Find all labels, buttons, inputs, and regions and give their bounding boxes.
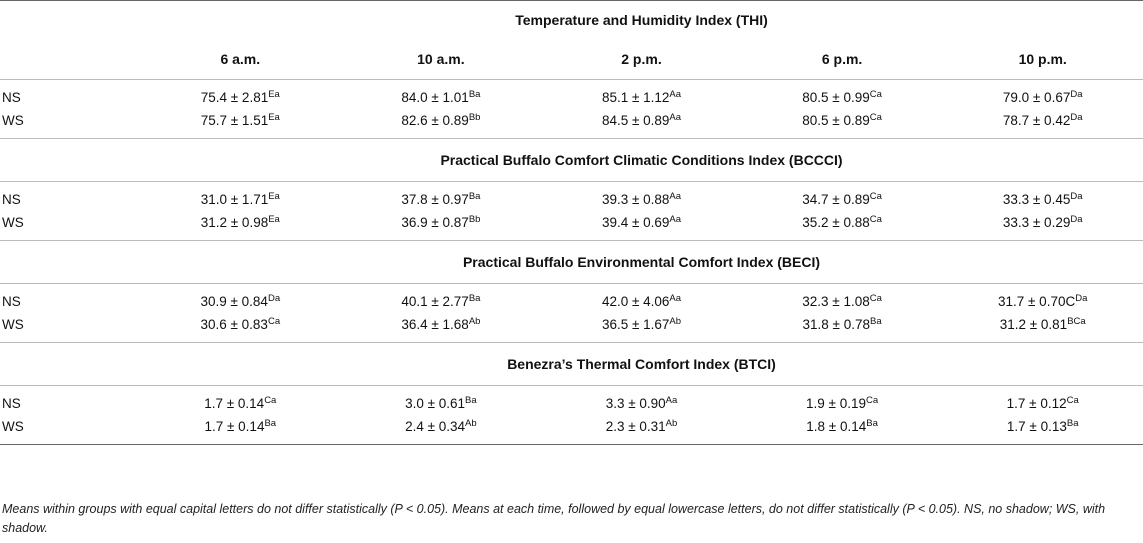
table-cell: $36.5 \pm 1.67^{Ab}$ [601, 316, 682, 332]
row-label: WS [2, 317, 24, 332]
table-cell: $75.4 \pm 2.81^{Ea}$ [140, 80, 341, 110]
section-title-row [0, 1, 1143, 40]
column-header: 10 a.m. [417, 51, 465, 67]
table-cell: $39.3 \pm 0.88^{Aa}$ [541, 182, 742, 212]
section-title: Practical Buffalo Comfort Climatic Conditions Index (BCCCI) [140, 139, 1143, 182]
table-row [0, 313, 1143, 343]
row-label: NS [0, 80, 140, 110]
table-row [0, 284, 1143, 314]
section-title-row [0, 343, 1143, 386]
table-cell: $85.1 \pm 1.12^{Aa}$ [541, 80, 742, 110]
table-cell: $80.5 \pm 0.99^{Ca}$ [742, 80, 943, 110]
table-cell: $79.0 \pm 0.67^{Da}$ [942, 80, 1143, 110]
table-cell: $34.7 \pm 0.89^{Ca}$ [742, 182, 943, 212]
table-cell: $84.5 \pm 0.89^{Aa}$ [601, 112, 682, 128]
table-cell: $31.2 \pm 0.98^{Ea}$ [200, 214, 280, 230]
column-header: 6 p.m. [821, 51, 863, 67]
table-cell: $80.5 \pm 0.89^{Ca}$ [802, 112, 882, 128]
table-row [0, 80, 1143, 110]
table-row [0, 109, 1143, 139]
column-header: 10 p.m. [1018, 51, 1067, 67]
row-label: NS [0, 386, 140, 416]
table-cell: $1.8 \pm 0.14^{Ba}$ [742, 415, 943, 445]
table-cell: $40.1 \pm 2.77^{Ba}$ [341, 284, 542, 314]
table-row [0, 386, 1143, 416]
table-cell: $2.3 \pm 0.31^{Ab}$ [541, 415, 742, 445]
table-cell: $31.0 \pm 1.71^{Ea}$ [140, 182, 341, 212]
section-title: Practical Buffalo Environmental Comfort Index (BECI) [140, 241, 1143, 284]
section-title: Benezra’s Thermal Comfort Index (BTCI) [140, 343, 1143, 386]
table-cell: $3.3 \pm 0.90^{Aa}$ [541, 386, 742, 416]
table-cell: $31.8 \pm 0.78^{Ba}$ [802, 316, 882, 332]
table-cell: $42.0 \pm 4.06^{Aa}$ [541, 284, 742, 314]
table-cell: $1.7 \pm 0.14^{Ca}$ [140, 386, 341, 416]
table-cell: $33.3 \pm 0.29^{Da}$ [1002, 214, 1083, 230]
table-cell: $78.7 \pm 0.42^{Da}$ [1002, 112, 1083, 128]
table-cell: $31.2 \pm 0.81^{BCa}$ [999, 316, 1086, 332]
table-cell: $2.4 \pm 0.34^{Ab}$ [341, 415, 542, 445]
table-cell: $33.3 \pm 0.45^{Da}$ [942, 182, 1143, 212]
table-cell: $3.0 \pm 0.61^{Ba}$ [341, 386, 542, 416]
table-cell: $1.9 \pm 0.19^{Ca}$ [742, 386, 943, 416]
section-title: Temperature and Humidity Index (THI) [140, 1, 1143, 40]
row-label: WS [0, 415, 140, 445]
table-cell: $31.7 \pm 0.70C^{Da}$ [942, 284, 1143, 314]
table-cell: $30.9 \pm 0.84^{Da}$ [140, 284, 341, 314]
table-row [0, 415, 1143, 445]
table-footnote: Means within groups with equal capital letters do not differ statistically (P < 0.05). Means at each time, followed by equal lowercase letters, do not differ statistically (P < 0.05). NS, no shadow; WS, with shadow. [2, 502, 1106, 535]
table-cell: $75.7 \pm 1.51^{Ea}$ [200, 112, 280, 128]
row-label: NS [0, 284, 140, 314]
table-row [0, 211, 1143, 241]
table-cell: $1.7 \pm 0.13^{Ba}$ [942, 415, 1143, 445]
row-label: WS [2, 113, 24, 128]
section-title-row [0, 241, 1143, 284]
table-cell: $1.7 \pm 0.14^{Ba}$ [140, 415, 341, 445]
table-cell: $36.9 \pm 0.87^{Bb}$ [401, 214, 481, 230]
table-cell: $32.3 \pm 1.08^{Ca}$ [742, 284, 943, 314]
section-title-row [0, 139, 1143, 182]
row-label: WS [2, 215, 24, 230]
table-row [0, 182, 1143, 212]
table-cell: $30.6 \pm 0.83^{Ca}$ [200, 316, 281, 332]
table-cell: $35.2 \pm 0.88^{Ca}$ [802, 214, 882, 230]
table-cell: $37.8 \pm 0.97^{Ba}$ [341, 182, 542, 212]
column-header: 6 a.m. [220, 51, 261, 67]
table-cell: $1.7 \pm 0.12^{Ca}$ [942, 386, 1143, 416]
row-label: NS [0, 182, 140, 212]
column-header: 2 p.m. [621, 51, 662, 67]
column-header-row [0, 39, 1143, 80]
table-cell: $82.6 \pm 0.89^{Bb}$ [401, 112, 481, 128]
table-cell: $39.4 \pm 0.69^{Aa}$ [601, 214, 682, 230]
table-cell: $36.4 \pm 1.68^{Ab}$ [401, 316, 481, 332]
table-cell: $84.0 \pm 1.01^{Ba}$ [341, 80, 542, 110]
